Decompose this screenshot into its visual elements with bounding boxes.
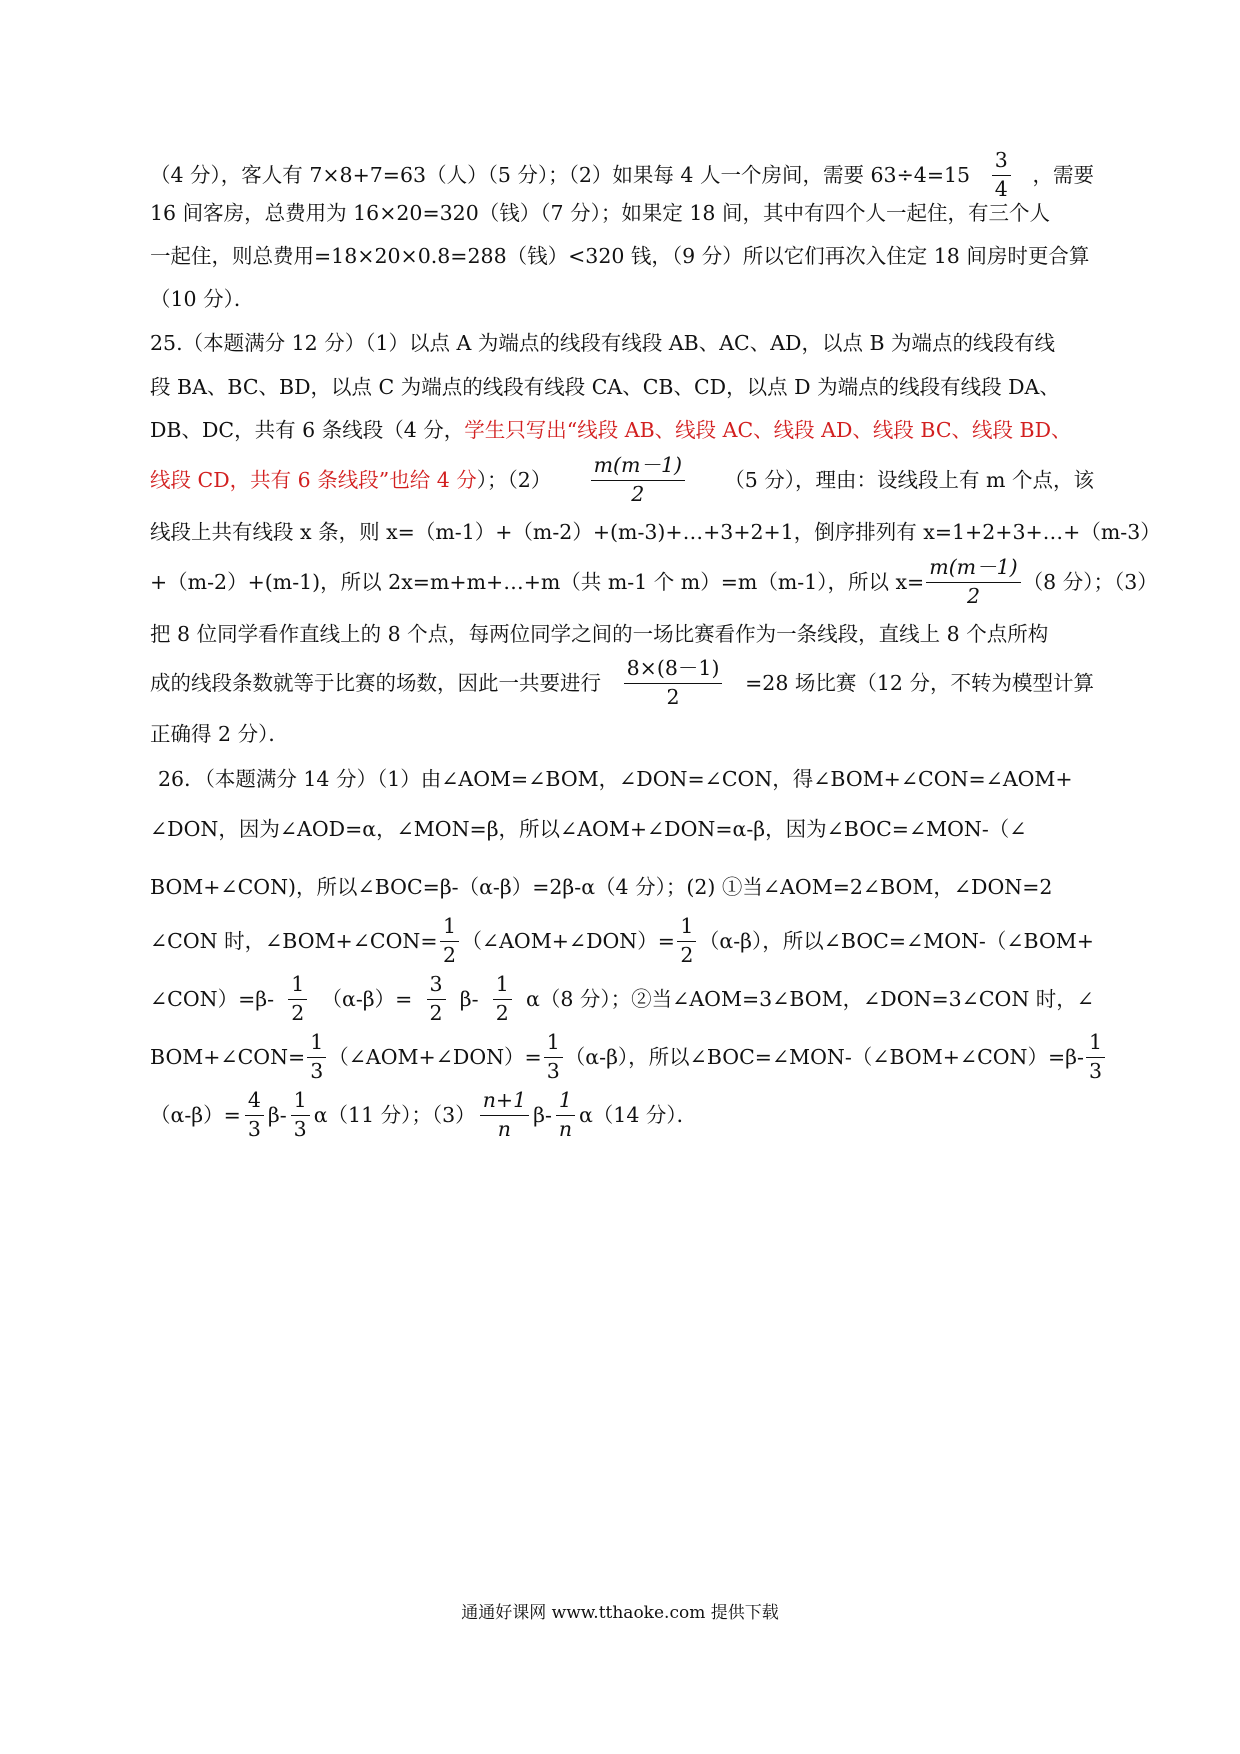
fraction — [544, 1032, 563, 1082]
fraction-numerator: 1 — [440, 916, 459, 942]
text-line — [150, 974, 1094, 1024]
fraction-numerator: 1 — [677, 916, 696, 942]
text-line: 16 间客房，总费用为 16×20=320（钱）（7 分）；如果定 18 间，其中有四个人一起住，有三个人 — [150, 201, 1050, 225]
line-text: （5 分），理由：设线段上有 m 个点，该 — [724, 467, 1094, 492]
text-line — [150, 150, 1094, 200]
question-25-heading: 25.（本题满分 12 分）（1）以点 A 为端点的线段有线段 AB、AC、AD，以点 B 为端点的线段有线 — [150, 331, 1056, 355]
text-line: 段 BA、BC、BD，以点 C 为端点的线段有线段 CA、CB、CD，以点 D 为端点的线段有线段 DA、 — [150, 375, 1060, 399]
question-26-heading: 26．（本题满分 14 分）（1）由∠AOM=∠BOM，∠DON=∠CON，得∠BOM+∠CON=∠AOM+ — [158, 767, 1073, 791]
line-text: 成的线段条数就等于比赛的场数，因此一共要进行 — [150, 670, 601, 695]
line-text: α（11 分）；（3） — [313, 1102, 476, 1127]
line-text: α（8 分）；②当∠AOM=3∠BOM，∠DON=3∠CON 时，∠ — [526, 986, 1094, 1011]
fraction-denominator: 3 — [293, 1116, 307, 1141]
line-text: （α-β）= — [321, 986, 413, 1011]
fraction-numerator: 1 — [544, 1032, 563, 1058]
fraction-denominator: 2 — [442, 942, 456, 967]
fraction-numerator: 3 — [992, 150, 1011, 176]
text-line: 把 8 位同学看作直线上的 8 个点，每两位同学之间的一场比赛看作为一条线段，直线上 8 个点所构 — [150, 622, 1049, 646]
line-text: （∠AOM+∠DON）= — [461, 928, 675, 953]
text-line: （10 分）． — [150, 287, 255, 311]
fraction-numerator: n+1 — [480, 1090, 529, 1116]
line-text: =28 场比赛（12 分，不转为模型计算 — [745, 670, 1094, 695]
fraction-numerator: 1 — [1086, 1032, 1105, 1058]
text-line: ∠DON，因为∠AOD=α，∠MON=β，所以∠AOM+∠DON=α-β，因为∠BOC=∠MON-（∠ — [150, 817, 1027, 841]
fraction-numerator: m(m－1) — [926, 557, 1020, 583]
fraction — [677, 916, 696, 966]
line-text: ，需要 — [1032, 162, 1094, 187]
line-text: （α-β）= — [150, 1102, 241, 1127]
fraction-numerator: 3 — [427, 974, 446, 1000]
fraction-numerator: 1 — [288, 974, 307, 1000]
fraction-denominator: 3 — [310, 1058, 324, 1083]
fraction-denominator: n — [497, 1116, 511, 1141]
fraction-numerator: 1 — [307, 1032, 326, 1058]
fraction — [291, 1090, 310, 1140]
text-line: BOM+∠CON)，所以∠BOC=β-（α-β）=2β-α（4 分）；(2) ①当∠AOM=2∠BOM，∠DON=2 — [150, 875, 1053, 899]
fraction-numerator: 1 — [493, 974, 512, 1000]
line-text: DB、DC，共有 6 条线段（4 分， — [150, 418, 465, 442]
fraction — [493, 974, 512, 1024]
fraction-denominator: 2 — [291, 1000, 305, 1025]
line-text: （∠AOM+∠DON）= — [328, 1044, 542, 1069]
fraction — [926, 557, 1020, 607]
line-text: （8 分）；（3） — [1022, 569, 1158, 594]
text-line — [150, 420, 1094, 441]
line-text: +（m-2）+(m-1)，所以 2x=m+m+…+m（共 m-1 个 m）=m（m-1），所以 x= — [150, 569, 925, 594]
fraction-numerator: 8×(8－1) — [624, 658, 723, 684]
fraction-numerator: 4 — [245, 1090, 264, 1116]
fraction — [307, 1032, 326, 1082]
fraction-denominator: 3 — [1088, 1058, 1102, 1083]
fraction-denominator: 3 — [546, 1058, 560, 1083]
text-line: 正确得 2 分）． — [150, 722, 289, 746]
fraction — [440, 916, 459, 966]
text-line — [150, 916, 1094, 966]
fraction — [480, 1090, 529, 1140]
text-line — [150, 1090, 1094, 1140]
fraction-numerator: m(m－1) — [591, 455, 685, 481]
fraction-denominator: 2 — [495, 1000, 509, 1025]
grading-note: 学生只写出“线段 AB、线段 AC、线段 AD、线段 BC、线段 BD、 — [464, 418, 1072, 442]
line-text: （4 分），客人有 7×8+7=63（人）（5 分）；（2）如果每 4 人一个房间，需要 63÷4=15 — [150, 162, 971, 187]
text-line — [150, 455, 1094, 505]
fraction — [1086, 1032, 1105, 1082]
line-text: ∠CON 时，∠BOM+∠CON= — [150, 928, 438, 953]
fraction-denominator: 2 — [631, 481, 645, 506]
text-line — [150, 555, 1158, 608]
line-text: ）；（2） — [476, 467, 552, 492]
text-line — [150, 658, 1094, 708]
fraction-denominator: 2 — [429, 1000, 443, 1025]
fraction — [245, 1090, 264, 1140]
fraction-denominator: 3 — [247, 1116, 261, 1141]
page-footer: 通通好课网 www.tthaoke.com 提供下载 — [461, 1603, 779, 1623]
text-line: 一起住，则总费用=18×20×0.8=288（钱）<320 钱，（9 分）所以它们再次入住定 18 间房时更合算 — [150, 244, 1090, 268]
fraction-denominator: 2 — [966, 583, 980, 608]
fraction-numerator: 1 — [291, 1090, 310, 1116]
fraction — [624, 658, 723, 708]
grading-note: 线段 CD，共有 6 条线段”也给 4 分 — [150, 467, 477, 492]
fraction — [288, 974, 307, 1024]
line-text: α（14 分）． — [578, 1102, 698, 1127]
line-text: BOM+∠CON= — [150, 1044, 306, 1069]
fraction-denominator: 4 — [994, 176, 1008, 201]
fraction — [992, 150, 1011, 200]
fraction-denominator: 2 — [680, 942, 694, 967]
line-text: β- — [533, 1102, 552, 1127]
fraction — [556, 1090, 575, 1140]
fraction-denominator: n — [558, 1116, 573, 1141]
line-text: （α-β），所以∠BOC=∠MON-（∠BOM+∠CON）=β- — [564, 1044, 1084, 1069]
text-line: 线段上共有线段 x 条，则 x=（m-1）+（m-2）+(m-3)+…+3+2+1，倒序排列有 x=1+2+3+…+（m-3） — [150, 520, 1161, 544]
fraction — [427, 974, 446, 1024]
line-text: β- — [267, 1102, 287, 1127]
line-text: β- — [459, 986, 479, 1011]
line-text: （α-β），所以∠BOC=∠MON-（∠BOM+ — [698, 928, 1094, 953]
text-line — [150, 1030, 1102, 1083]
fraction-numerator: 1 — [556, 1090, 575, 1116]
line-text: ∠CON）=β- — [150, 986, 275, 1011]
fraction — [591, 455, 685, 505]
fraction-denominator: 2 — [666, 684, 680, 709]
